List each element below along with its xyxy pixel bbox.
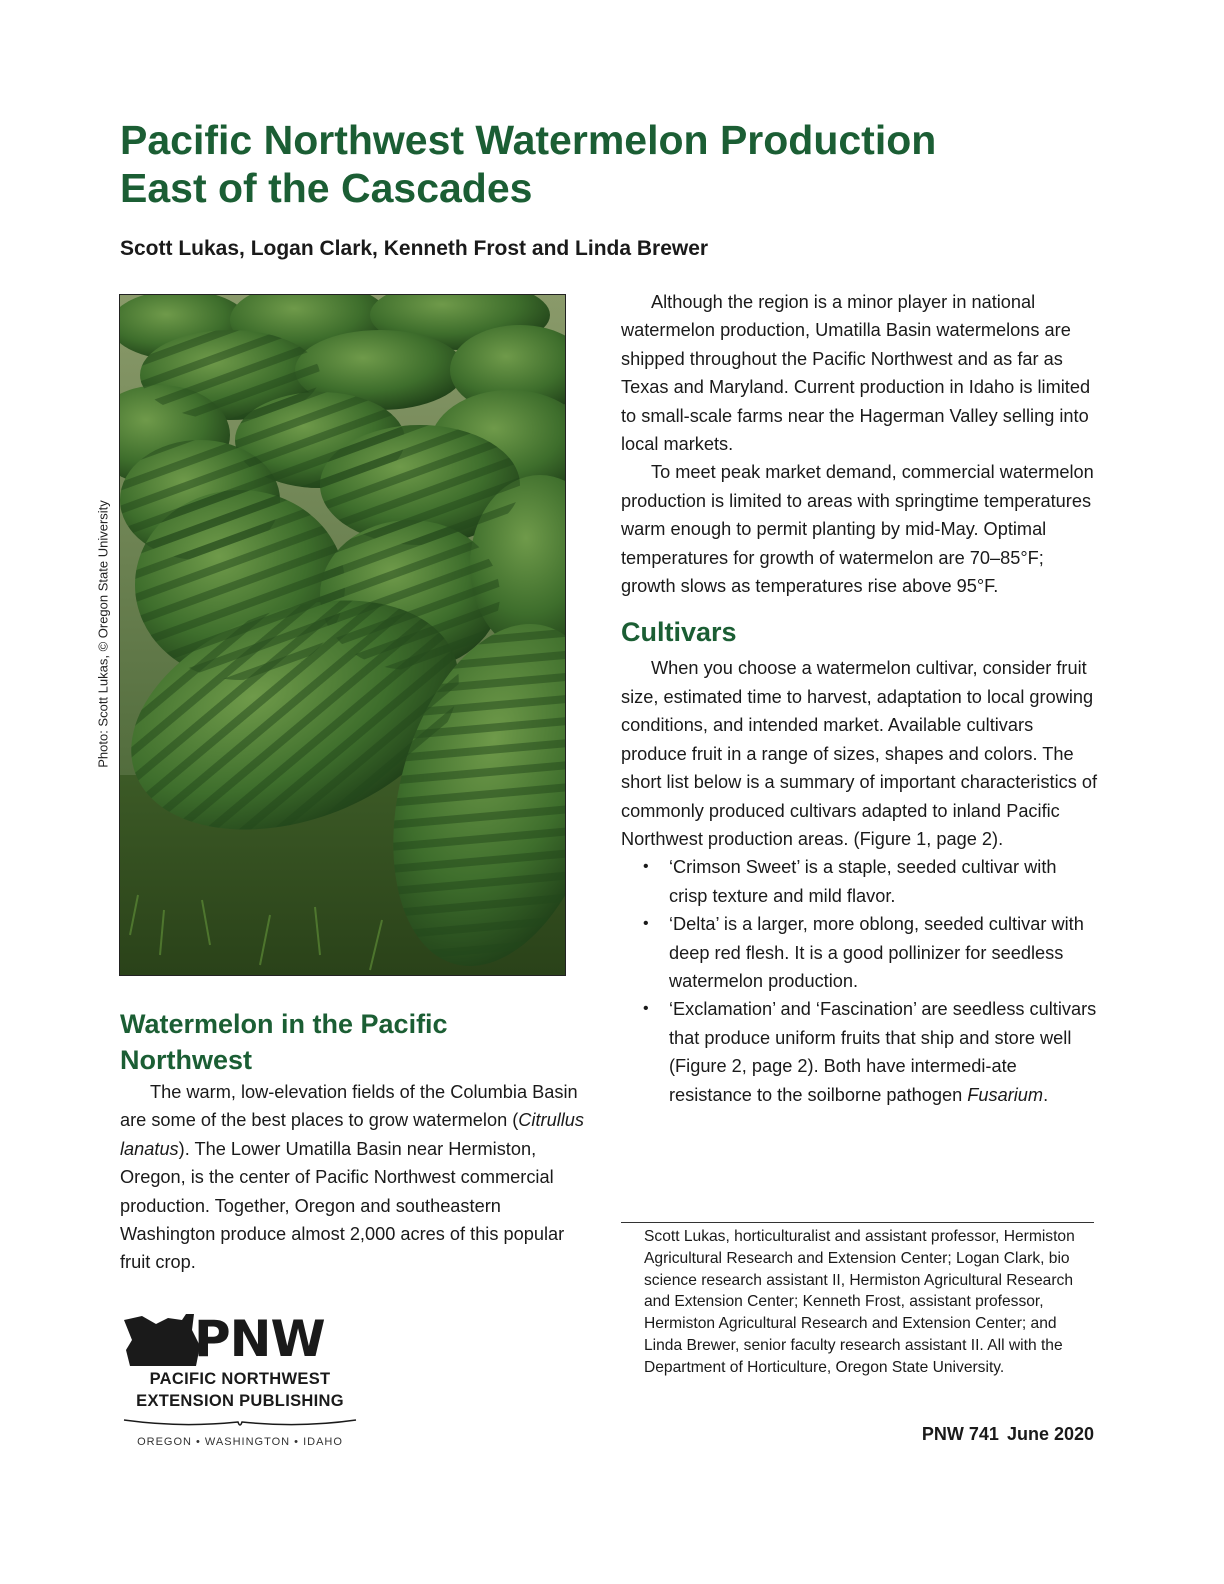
book-underline-icon [120, 1416, 360, 1430]
cultivars-heading: Cultivars [621, 617, 737, 648]
paragraph-text: The warm, low-elevation fields of the Columbia Basin are some of the best places to grow watermelon ( [120, 1082, 578, 1131]
paragraph-text: Although the region is a minor player in national watermelon production, Umatilla Basin watermelons are shipped throughout the Pacific Northwest and as far as Texas and Maryland. Current production in Idaho is limited to small-scale farms near the Hagerman Valley selling into local markets. [621, 292, 1091, 455]
paragraph-text: ). The Lower Umatilla Basin near Hermiston, Oregon, is the center of Pacific Northwest commercial production. Together, Oregon and southeastern Washington produce almost 2,000 acres of this popular fruit crop. [120, 1138, 565, 1273]
heading-line-2: Northwest [120, 1045, 253, 1075]
list-item-text: ‘Delta’ is a larger, more oblong, seeded cultivar with deep red flesh. It is a good pollinizer for seedless watermelon production. [669, 914, 1084, 991]
publication-date: June 2020 [1006, 1424, 1094, 1444]
list-item [643, 853, 1099, 910]
list-item [643, 910, 1099, 995]
list-item-text: . [1043, 1084, 1049, 1105]
publication-id [922, 1424, 1094, 1445]
pathogen-name: Fusarium [967, 1084, 1044, 1105]
list-item [643, 995, 1099, 1109]
pnw-logo [120, 1308, 360, 1458]
intro-paragraph-2 [621, 458, 1099, 600]
paragraph-text: When you choose a watermelon cultivar, consider fruit size, estimated time to harvest, adaptation to local growing conditions, and intended market. Available cultivars produce fruit in a range of sizes, shapes and colors. The short list below is a summary of important characteristics of commonly produced cultivars adapted to inland Pacific Northwest production areas. (Figure 1, page 2). [621, 658, 1098, 849]
authors-line: Scott Lukas, Logan Clark, Kenneth Frost and Linda Brewer [120, 237, 709, 260]
bullet-icon: • [643, 1000, 649, 1018]
section-heading [120, 1006, 590, 1078]
intro-paragraph-1 [621, 288, 1099, 458]
bullet-icon: • [643, 858, 649, 876]
author-footnote: Scott Lukas, horticulturalist and assistant professor, Hermiston Agricultural Research and Extension Center; Logan Clark, bio science research assistant II, Hermiston Agricultural Research and Extension Center; Kenneth Frost, assistant professor, Hermiston Agricultural Research and Extension Center; and Linda Brewer, senior faculty research assistant II. All with the Department of Horticulture, Oregon State University. [644, 1228, 1075, 1376]
section-paragraph [120, 1078, 590, 1277]
cultivar-list [621, 853, 1099, 1109]
logo-states: OREGON • WASHINGTON • IDAHO [137, 1436, 343, 1448]
publication-number: PNW 741 [921, 1424, 999, 1444]
heading-line-1: Watermelon in the Pacific [120, 1009, 448, 1039]
species-name: Citrullus lanatus [120, 1110, 584, 1159]
list-item-text: ‘Crimson Sweet’ is a staple, seeded cultivar with crisp texture and mild flavor. [669, 857, 1057, 906]
footnote-divider [621, 1222, 1094, 1223]
cultivars-paragraph [621, 654, 1099, 853]
bullet-icon: • [643, 915, 649, 933]
photo-credit: Photo: Scott Lukas, © Oregon State University [95, 500, 111, 768]
watermelon-photo [119, 294, 566, 976]
pnw-letters: PNW [194, 1310, 325, 1368]
document-title [120, 116, 1080, 212]
right-column [621, 288, 1099, 1109]
paragraph-text: To meet peak market demand, commercial watermelon production is limited to areas with springtime temperatures warm enough to permit planting by mid-May. Optimal temperatures for growth of watermelon are 70–85°F; growth slows as temperatures rise above 95°F. [621, 462, 1094, 597]
logo-line-1: PACIFIC NORTHWEST [149, 1370, 331, 1388]
title-line-2: East of the Cascades [120, 165, 533, 211]
list-item-text: ‘Exclamation’ and ‘Fascination’ are seedless cultivars that produce uniform fruits that ship and store well (Figure 2, page 2). Both have intermedi-ate resistance to the soilborne pathogen [669, 999, 1097, 1105]
pnw-states-map-icon [122, 1310, 202, 1370]
section-watermelon-pnw [120, 1006, 590, 1277]
logo-line-2: EXTENSION PUBLISHING [136, 1392, 344, 1410]
title-line-1: Pacific Northwest Watermelon Production [120, 117, 937, 163]
